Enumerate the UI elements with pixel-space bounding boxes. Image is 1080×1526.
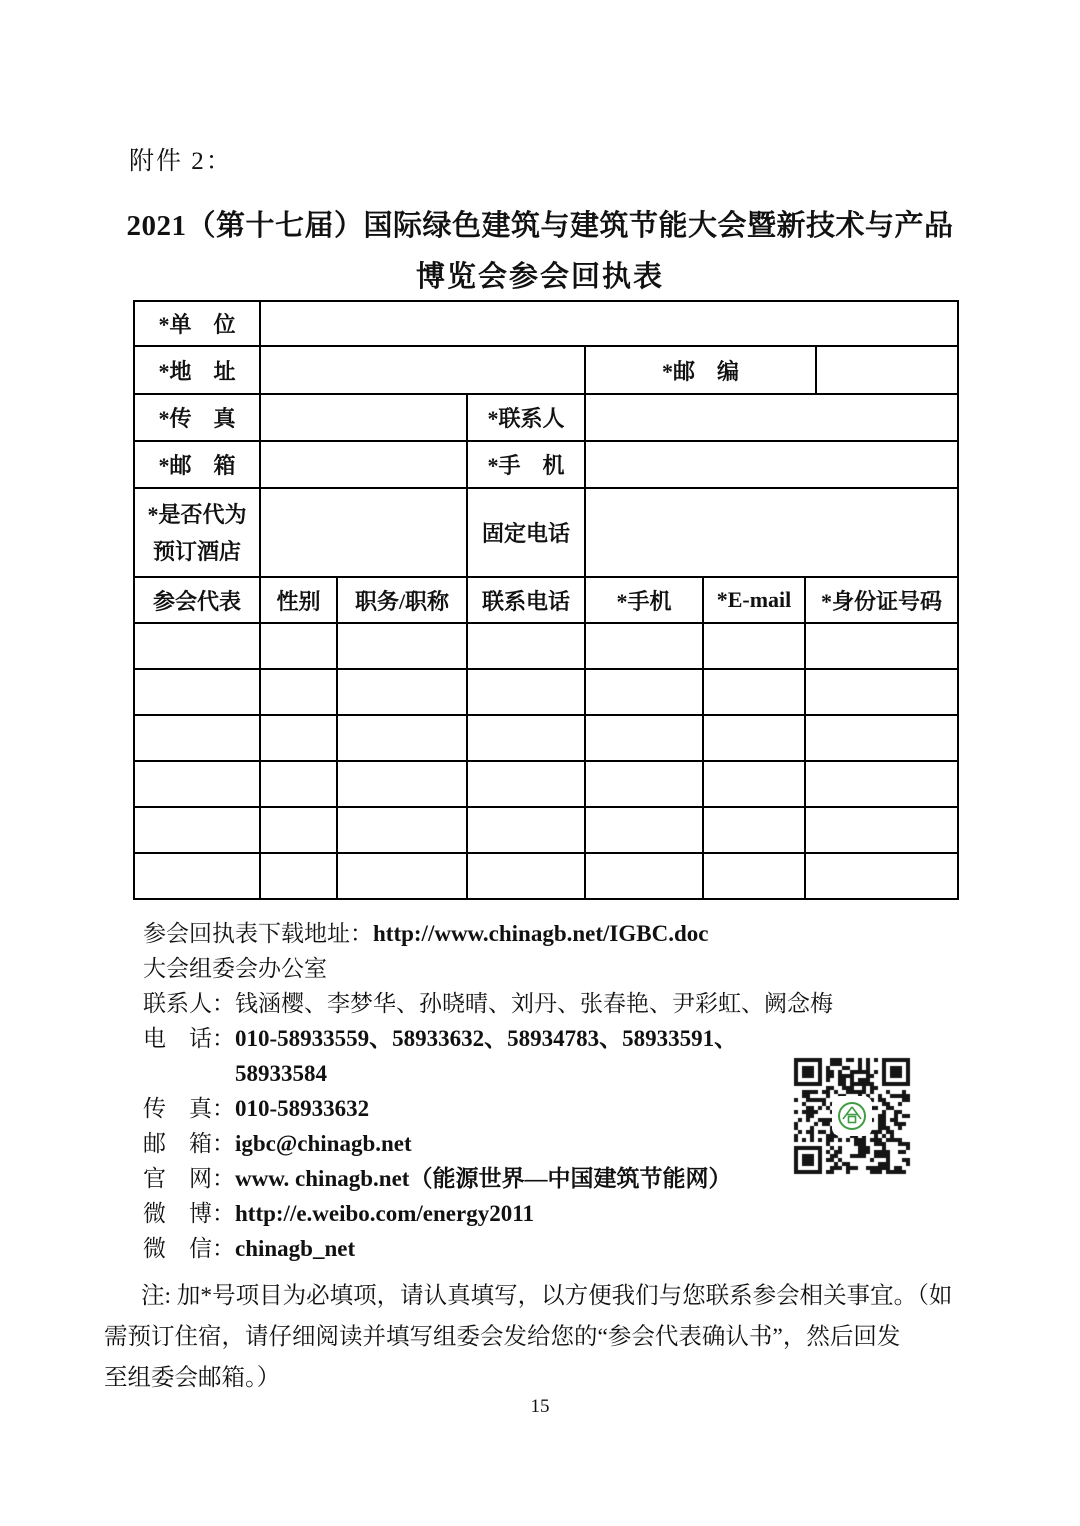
empty-cell xyxy=(703,807,805,853)
postcode-label-cell: *邮 编 xyxy=(585,346,816,394)
empty-cell xyxy=(805,761,958,807)
delegate-header-mobile: *手机 xyxy=(585,577,703,623)
empty-cell xyxy=(467,623,585,669)
phone-numbers: 010-58933559、58933632、58934783、58933591、 xyxy=(235,1026,738,1051)
empty-cell xyxy=(337,715,467,761)
note-line-3: 至组委会邮箱。） xyxy=(104,1365,281,1391)
delegate-header-idcard: *身份证号码 xyxy=(805,577,958,623)
fax-input-cell xyxy=(260,394,467,441)
contacts-line xyxy=(143,986,943,1021)
note-line-2: 需预订住宿，请仔细阅读并填写组委会发给您的“参会代表确认书”，然后回发 xyxy=(104,1324,901,1350)
table-row-address xyxy=(134,346,958,394)
download-line xyxy=(143,916,943,951)
empty-cell xyxy=(467,807,585,853)
empty-cell xyxy=(134,715,260,761)
empty-cell xyxy=(337,623,467,669)
attachment-label: 附件 2： xyxy=(129,148,233,175)
empty-cell xyxy=(703,669,805,715)
weibo-label: 微 博： xyxy=(143,1201,235,1226)
empty-cell xyxy=(805,807,958,853)
address-label-cell: *地 址 xyxy=(134,346,260,394)
note-block xyxy=(104,1276,970,1399)
empty-cell xyxy=(805,623,958,669)
delegate-header-position: 职务/职称 xyxy=(337,577,467,623)
hotel-booking-label-line1: *是否代为 xyxy=(147,501,247,527)
empty-cell xyxy=(805,669,958,715)
phone-label: 电 话： xyxy=(143,1026,235,1051)
contacts-names: 钱涵樱、李梦华、孙晓晴、刘丹、张春艳、尹彩虹、阙念梅 xyxy=(235,991,833,1016)
contact-person-input-cell xyxy=(585,394,958,441)
empty-cell xyxy=(260,623,337,669)
empty-cell xyxy=(260,761,337,807)
email-label-cell: *邮 箱 xyxy=(134,441,260,488)
green-building-logo-icon xyxy=(832,1096,872,1136)
delegate-header-row xyxy=(134,577,958,623)
empty-cell xyxy=(585,853,703,899)
empty-cell xyxy=(467,853,585,899)
empty-cell xyxy=(260,853,337,899)
weibo-url: http://e.weibo.com/energy2011 xyxy=(235,1201,534,1226)
empty-cell xyxy=(585,715,703,761)
empty-cell xyxy=(337,669,467,715)
email-address: igbc@chinagb.net xyxy=(235,1131,412,1156)
empty-cell xyxy=(134,669,260,715)
empty-cell xyxy=(805,853,958,899)
table-row-unit xyxy=(134,301,958,346)
fax-label: 传 真： xyxy=(143,1096,235,1121)
hotel-booking-label-cell xyxy=(134,488,260,577)
contact-person-label-cell: *联系人 xyxy=(467,394,585,441)
empty-cell xyxy=(703,761,805,807)
empty-cell xyxy=(337,807,467,853)
delegate-empty-row xyxy=(134,853,958,899)
empty-cell xyxy=(337,761,467,807)
delegate-empty-row xyxy=(134,761,958,807)
phone-line-continuation: 58933584 xyxy=(235,1061,327,1086)
empty-cell xyxy=(585,623,703,669)
empty-cell xyxy=(585,669,703,715)
delegate-empty-row xyxy=(134,715,958,761)
office-title: 大会组委会办公室 xyxy=(143,956,327,981)
empty-cell xyxy=(585,761,703,807)
empty-cell xyxy=(260,807,337,853)
postcode-input-cell xyxy=(816,346,958,394)
document-title-line1: 2021（第十七届）国际绿色建筑与建筑节能大会暨新技术与产品 xyxy=(126,210,954,242)
empty-cell xyxy=(260,669,337,715)
delegate-empty-row xyxy=(134,623,958,669)
delegate-header-name: 参会代表 xyxy=(134,577,260,623)
note-line-1: 注: 加*号项目为必填项，请认真填写，以方便我们与您联系参会相关事宜。（如 xyxy=(141,1283,953,1309)
empty-cell xyxy=(703,715,805,761)
empty-cell xyxy=(337,853,467,899)
table-row-fax xyxy=(134,394,958,441)
empty-cell xyxy=(134,807,260,853)
table-row-email xyxy=(134,441,958,488)
download-url: http://www.chinagb.net/IGBC.doc xyxy=(373,921,709,946)
empty-cell xyxy=(805,715,958,761)
mobile-label-cell: *手 机 xyxy=(467,441,585,488)
table-row-hotel xyxy=(134,488,958,577)
wechat-qr-container xyxy=(782,1046,922,1186)
hotel-booking-label-line2: 预订酒店 xyxy=(152,538,241,564)
empty-cell xyxy=(467,761,585,807)
website-url: www. chinagb.net（能源世界—中国建筑节能网） xyxy=(235,1166,732,1191)
page-number: 15 xyxy=(530,1396,550,1417)
empty-cell xyxy=(467,669,585,715)
hotel-booking-input-cell xyxy=(260,488,467,577)
delegate-header-gender: 性别 xyxy=(260,577,337,623)
empty-cell xyxy=(260,715,337,761)
weibo-line xyxy=(143,1196,943,1231)
empty-cell xyxy=(134,761,260,807)
delegate-header-email: *E-mail xyxy=(703,577,805,623)
wechat-id: chinagb_net xyxy=(235,1236,356,1261)
delegate-empty-row xyxy=(134,807,958,853)
registration-form-table xyxy=(133,300,959,900)
landline-input-cell xyxy=(585,488,958,577)
address-input-cell xyxy=(260,346,585,394)
website-label: 官 网： xyxy=(143,1166,235,1191)
landline-label-cell: 固定电话 xyxy=(467,488,585,577)
empty-cell xyxy=(134,623,260,669)
mobile-input-cell xyxy=(585,441,958,488)
download-label: 参会回执表下载地址： xyxy=(143,921,373,946)
fax-label-cell: *传 真 xyxy=(134,394,260,441)
email-input-cell xyxy=(260,441,467,488)
empty-cell xyxy=(467,715,585,761)
delegate-empty-rows xyxy=(134,623,958,899)
unit-input-cell xyxy=(260,301,958,346)
fax-number: 010-58933632 xyxy=(235,1096,370,1121)
wechat-line xyxy=(143,1231,943,1266)
contacts-label: 联系人： xyxy=(143,991,235,1016)
empty-cell xyxy=(134,853,260,899)
delegate-header-phone: 联系电话 xyxy=(467,577,585,623)
empty-cell xyxy=(585,807,703,853)
empty-cell xyxy=(703,853,805,899)
email-label: 邮 箱： xyxy=(143,1131,235,1156)
unit-label-cell: *单 位 xyxy=(134,301,260,346)
delegate-empty-row xyxy=(134,669,958,715)
wechat-label: 微 信： xyxy=(143,1236,235,1261)
document-title-line2: 博览会参会回执表 xyxy=(415,261,664,293)
empty-cell xyxy=(703,623,805,669)
